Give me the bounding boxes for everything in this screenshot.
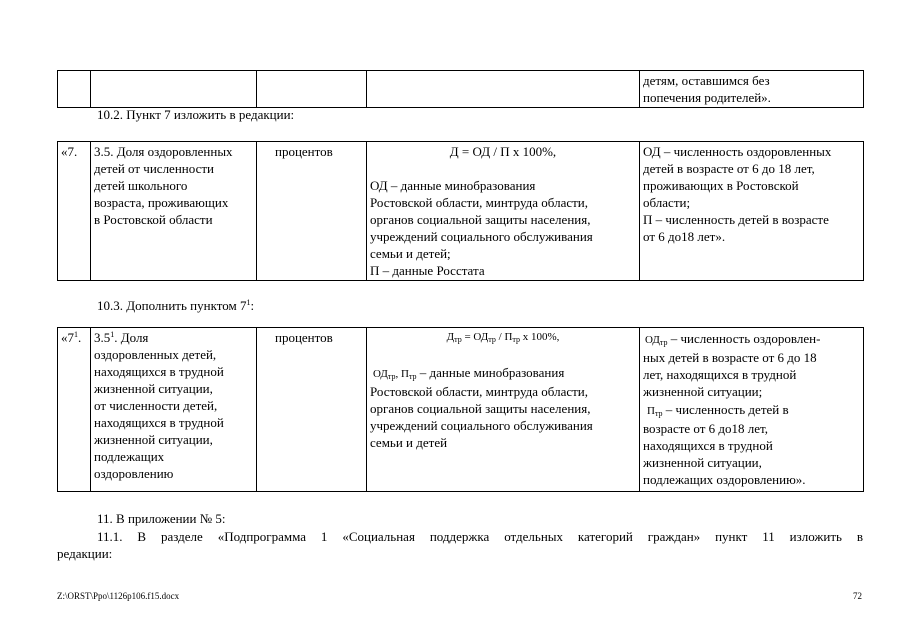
cell-line: органов социальной защиты населения, [370,212,591,227]
formula-part: / П [495,331,513,343]
cell-line: попечения родителей». [643,90,771,105]
cell-line: семьи и детей; [370,246,451,261]
unit-text: процентов [275,330,333,345]
cell-line: жизненной ситуации; [643,384,763,399]
cell [640,71,864,108]
cell-line: детям, оставшимся без [643,73,770,88]
cell-number: «7. [58,142,91,281]
subscript: тр [488,335,496,344]
cell-line [370,364,636,383]
cell-line: ОД – численность оздоровленных [643,144,832,159]
cell-line: подлежащих оздоровлению». [643,472,806,487]
paragraph-11-1: 11.1. В разделе «Подпрограмма 1 «Социальная поддержка отдельных категорий граждан» пункт 11 изложить в [97,529,863,544]
footer-file-path: Z:\ORST\Ppo\1126p106.f15.docx [57,591,180,601]
formula-part: – данные минобразования [416,365,565,380]
cell-line: детей в возрасте от 6 до 18 лет, [643,161,815,176]
cell-line: оздоровлению [94,466,174,481]
cell-line: ных детей в возрасте от 6 до 18 [643,350,817,365]
formula [370,329,636,346]
subscript: тр [454,335,462,344]
cell-unit [257,142,367,281]
cell-line: учреждений социального обслуживания [370,418,593,433]
superscript: 1 [246,298,251,307]
paragraph-text: 10.3. Дополнить пунктом 7 [97,298,247,313]
cell [91,71,257,108]
subscript: тр [408,372,417,381]
superscript: 1 [110,330,115,339]
cell [58,71,91,108]
desc-part: – численность оздоровлен- [667,331,821,346]
cell-line: Ростовской области, минтруда области, [370,384,588,399]
formula-part: = ОД [461,331,489,343]
cell-formula [367,328,640,492]
unit-text: процентов [275,144,333,159]
cell-line: жизненной ситуации, [643,455,762,470]
cell-line: лет, находящихся в трудной [643,367,797,382]
cell-line: в Ростовской области [94,212,213,227]
cell-line: П – численность детей в возрасте [643,212,829,227]
cell-line: органов социальной защиты населения, [370,401,591,416]
cell-line [94,329,253,346]
desc-part: П [647,405,655,417]
cell [367,71,640,108]
cell-line: оздоровленных детей, [94,347,217,362]
cell-line: П – данные Росстата [370,263,485,278]
formula-part: ОД [373,368,388,380]
cell-line: находящихся в трудной [643,438,773,453]
paragraph-11-1-continuation: редакции: [57,546,113,561]
cell-unit [257,328,367,492]
superscript: 1 [74,330,78,339]
cell-formula [367,142,640,281]
cell-line: находящихся в трудной [94,415,224,430]
cell-line: от численности детей, [94,398,218,413]
cell-line: жизненной ситуации, [94,432,213,447]
cell-line: от 6 до18 лет». [643,229,726,244]
indicator-table-7 [57,141,864,281]
number-tail: . [78,330,82,345]
indicator-number: 3.5 [94,330,111,345]
cell-line: ОД – данные минобразования [370,178,536,193]
desc-part: – численность детей в [662,402,789,417]
footer-page-number: 72 [853,591,862,601]
subscript: тр [512,335,520,344]
subscript: тр [654,409,663,418]
paragraph-10-2: 10.2. Пункт 7 изложить в редакции: [97,107,295,122]
cell-line [643,400,860,420]
formula-part: Д [446,331,455,343]
cell [257,71,367,108]
cell-line: детей от численности [94,161,214,176]
cell-indicator [91,142,257,281]
cell-line: подлежащих [94,449,165,464]
paragraph-11: 11. В приложении № 5: [97,511,226,526]
paragraph-10-3 [97,297,254,314]
formula: Д = ОД / П х 100%, [449,144,557,159]
cell-line: проживающих в Ростовской [643,178,799,193]
formula-part: , П [395,368,409,380]
cell-line [643,329,860,349]
cell-number [58,328,91,492]
table-continuation [57,70,864,108]
desc-part: ОД [645,334,660,346]
cell-line: семьи и детей [370,435,448,450]
cell-line: учреждений социального обслуживания [370,229,593,244]
subscript: тр [387,372,396,381]
number-text: «7 [61,330,74,345]
cell-line: возрасте от 6 до18 лет, [643,421,769,436]
indicator-tail: . Доля [114,330,149,345]
cell-indicator [91,328,257,492]
cell-line: области; [643,195,691,210]
cell-line: находящихся в трудной [94,364,224,379]
cell-line: детей школьного [94,178,188,193]
cell-line: жизненной ситуации, [94,381,213,396]
paragraph-tail: : [250,298,255,313]
cell-line: Ростовской области, минтруда области, [370,195,588,210]
subscript: тр [659,338,668,347]
cell-description [640,328,864,492]
cell-line: 3.5. Доля оздоровленных [94,144,233,159]
indicator-table-7-1 [57,327,864,492]
formula-part: х 100%, [519,331,560,343]
cell-description [640,142,864,281]
cell-line: возраста, проживающих [94,195,229,210]
